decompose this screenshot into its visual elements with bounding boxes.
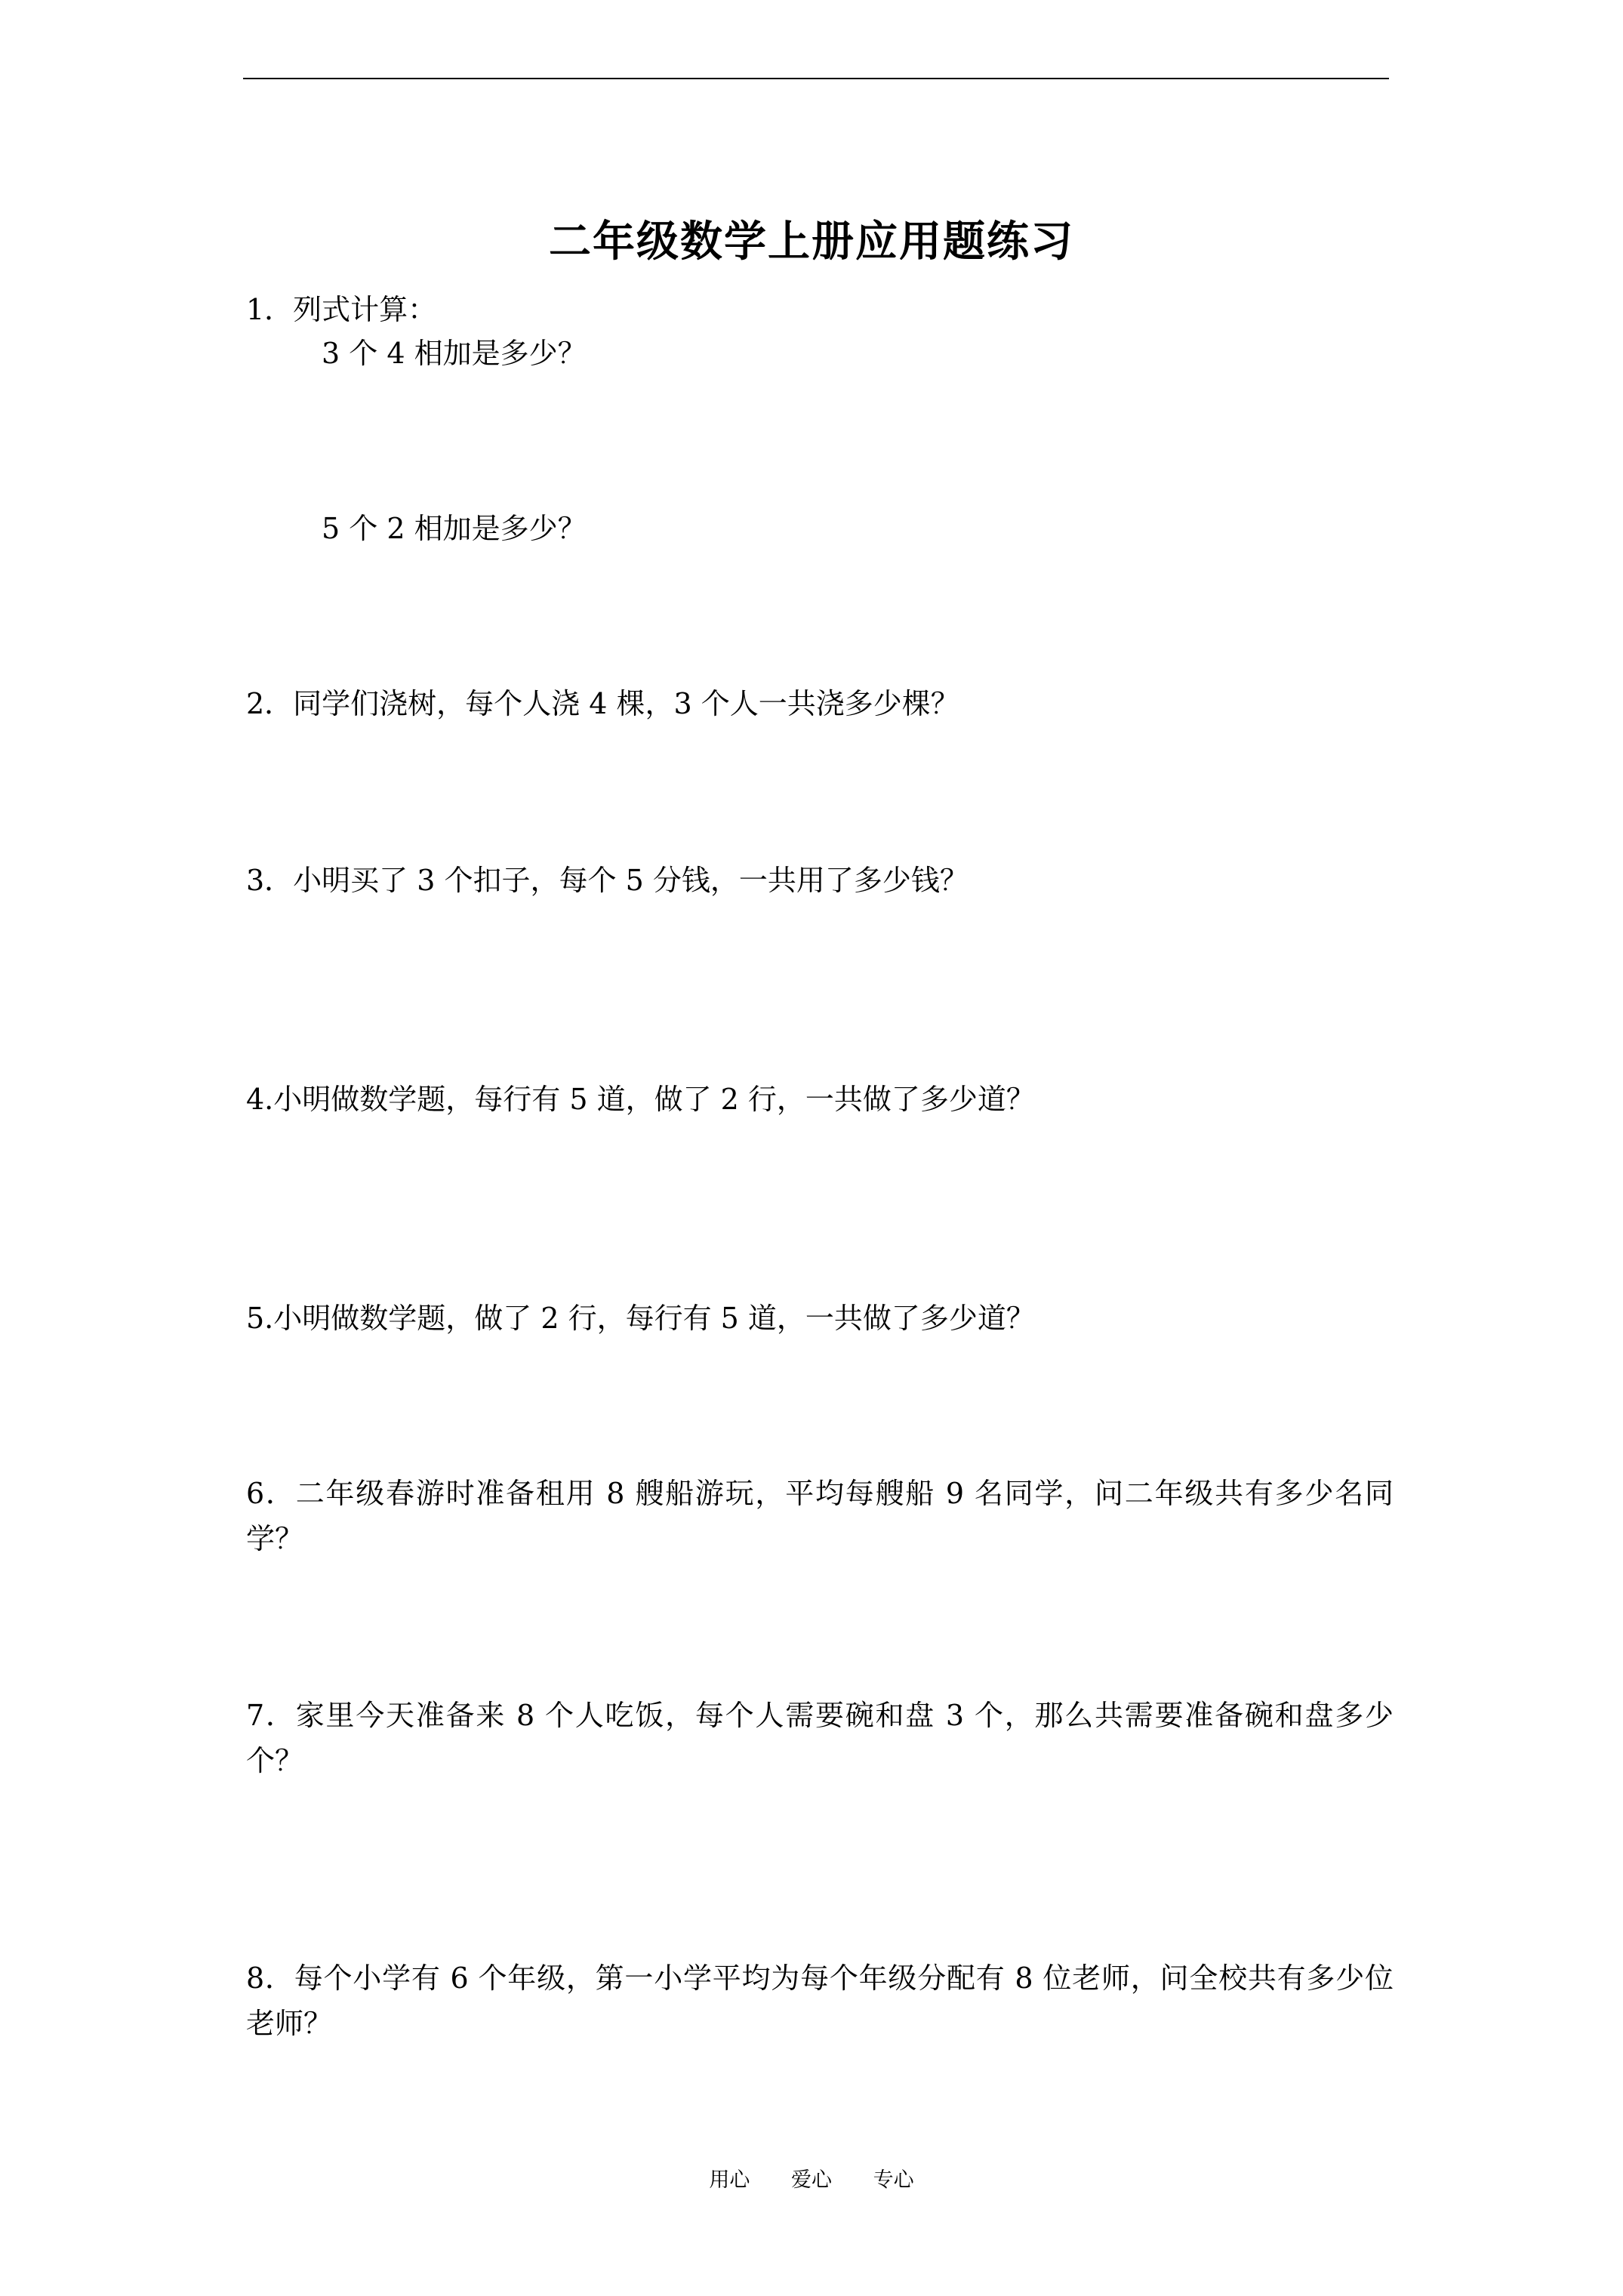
question-5: 5.小明做数学题，做了 2 行，每行有 5 道，一共做了多少道？ (246, 1302, 1035, 1335)
question-8: 8．每个小学有 6 个年级，第一小学平均为每个年级分配有 8 位老师，问全校共有多少位老师？ (246, 1962, 1394, 2040)
page-footer (0, 2165, 1623, 2196)
question-1a: 3 个 4 相加是多少？ (322, 337, 587, 370)
header-rule (243, 78, 1389, 79)
footer-text-1: 用心 (709, 2168, 750, 2192)
question-3: 3．小明买了 3 个扣子，每个 5 分钱，一共用了多少钱？ (246, 864, 969, 897)
footer-text-2: 爱心 (791, 2168, 832, 2192)
question-7: 7．家里今天准备来 8 个人吃饭，每个人需要碗和盘 3 个，那么共需要准备碗和盘多少个？ (246, 1699, 1394, 1777)
question-6: 6．二年级春游时准备租用 8 艘船游玩，平均每艘船 9 名同学，问二年级共有多少名同学？ (246, 1477, 1394, 1555)
question-4: 4.小明做数学题，每行有 5 道，做了 2 行，一共做了多少道？ (246, 1083, 1035, 1116)
question-1b: 5 个 2 相加是多少？ (322, 512, 587, 545)
footer-text-3: 专心 (873, 2168, 914, 2192)
page-title: 二年级数学上册应用题练习 (549, 217, 1074, 267)
question-1-heading: 1．列式计算： (246, 293, 437, 326)
question-2: 2．同学们浇树，每个人浇 4 棵，3 个人一共浇多少棵？ (246, 687, 959, 720)
